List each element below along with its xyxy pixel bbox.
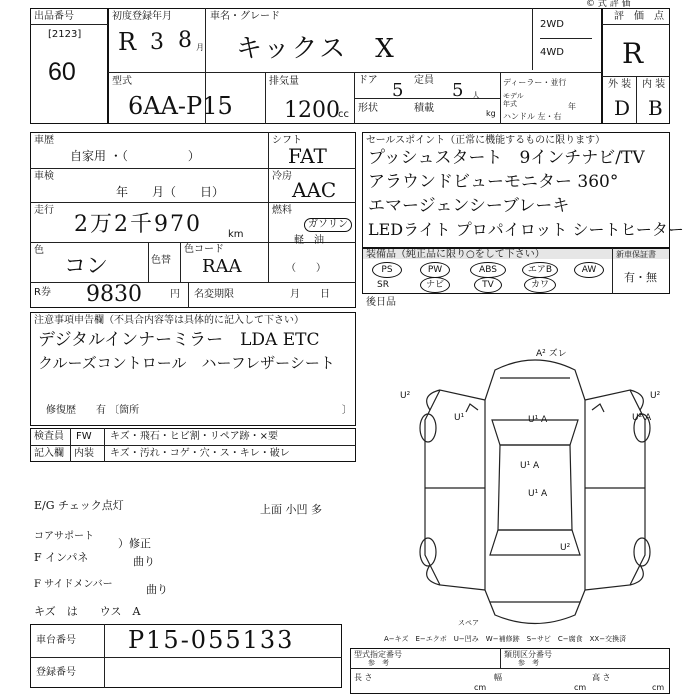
chassis-label: 車台番号 bbox=[36, 635, 76, 646]
diagram-mark: U¹ A bbox=[528, 489, 548, 499]
lot-code: [2123] bbox=[48, 29, 82, 40]
lot-number: 60 bbox=[48, 58, 76, 86]
diagram-mark: U² bbox=[560, 543, 571, 553]
name-grade-value: キックス X bbox=[236, 34, 396, 64]
inspector-label-2: 記入欄 bbox=[34, 448, 64, 459]
fuel-label: 燃料 bbox=[272, 205, 292, 216]
exterior-value: D bbox=[614, 96, 631, 120]
hw-note: キズ は ウス A bbox=[34, 605, 141, 618]
color-value: コン bbox=[64, 254, 109, 279]
capacity-label: 定員 bbox=[414, 75, 434, 86]
width-unit: cm bbox=[574, 683, 587, 692]
model-year-label: モデル 年式 bbox=[503, 92, 524, 108]
shape-label: 形状 bbox=[358, 103, 378, 114]
hw-note-side: 曲り bbox=[146, 583, 168, 596]
diagram-mark: U¹ A bbox=[520, 461, 540, 471]
first-reg-label: 初度登録年月 bbox=[112, 11, 172, 22]
loading-label: 積載 bbox=[414, 103, 434, 114]
warranty-value: 有・無 bbox=[624, 271, 657, 284]
hw-note-side: 上面 小凹 多 bbox=[260, 503, 322, 516]
recycle-label: R券 bbox=[34, 287, 51, 298]
inspector-row2: キズ・汚れ・コゲ・穴・ス・キレ・破レ bbox=[110, 448, 290, 459]
fuel-gasoline: ガソリン bbox=[304, 218, 352, 232]
hw-note: コアサポート bbox=[34, 531, 94, 542]
score-value: R bbox=[622, 37, 644, 70]
inspector-interior: 内装 bbox=[74, 448, 94, 459]
reg-month-unit: 月 bbox=[196, 43, 204, 52]
recycle-value: 9830 bbox=[86, 282, 142, 307]
diagram-mark: U¹ bbox=[454, 413, 465, 423]
sales-point-line: アラウンドビューモニター 360° bbox=[368, 172, 619, 192]
class-label: 類別区分番号 bbox=[504, 650, 552, 659]
notes-line: クルーズコントロール ハーフレザーシート bbox=[38, 354, 335, 372]
equip-tv: TV bbox=[474, 277, 502, 293]
reg-era: R bbox=[118, 28, 137, 56]
notes-line: デジタルインナーミラー LDA ETC bbox=[38, 330, 320, 350]
recycle-unit: 円 bbox=[170, 289, 180, 300]
paint-label: 色替 bbox=[151, 255, 171, 266]
auction-doc-label: 後日品 bbox=[366, 297, 396, 308]
sales-point-line: エマージェンシーブレーキ bbox=[368, 196, 570, 216]
header-top-right: © 式 評 価 bbox=[586, 0, 631, 9]
expiry-value: 月 日 bbox=[290, 289, 330, 300]
sales-point-line: プッシュスタート 9インチナビ/TV bbox=[368, 148, 645, 168]
displacement-label: 排気量 bbox=[269, 76, 299, 87]
diagram-mark: A² ズレ bbox=[536, 349, 567, 359]
fuel-diesel: 軽 油 bbox=[294, 235, 324, 246]
chassis-value: P15-055133 bbox=[128, 626, 295, 654]
drive-2wd: 2WD bbox=[540, 19, 564, 30]
reg-year: 3 bbox=[150, 30, 164, 55]
hw-note-side: ）修正 bbox=[118, 537, 151, 550]
height-label: 高 さ bbox=[592, 673, 611, 682]
spec-label: 型式指定番号 bbox=[354, 650, 402, 659]
mileage-label: 走行 bbox=[34, 205, 54, 216]
model-year-unit: 年 bbox=[568, 102, 576, 111]
equip-aw: AW bbox=[574, 262, 604, 278]
ac-label: 冷房 bbox=[272, 171, 292, 182]
inspection-value: 年 月（ 日） bbox=[116, 185, 225, 199]
handle-label: ハンドル 左・右 bbox=[503, 112, 562, 121]
displacement-value: 1200 bbox=[284, 98, 340, 123]
equip-pw: PW bbox=[420, 262, 450, 278]
spec-ref: 参 考 bbox=[368, 659, 389, 667]
diagram-mark: U² A bbox=[632, 413, 652, 423]
exterior-label: 外 装 bbox=[608, 79, 632, 90]
notes-header: 注意事項申告欄（不具合内容等は具体的に記入して下さい） bbox=[34, 315, 304, 326]
class-ref: 参 考 bbox=[518, 659, 539, 667]
hw-note: F インパネ bbox=[34, 551, 89, 564]
capacity-unit: 人 bbox=[472, 91, 480, 100]
width-label: 幅 bbox=[494, 673, 502, 682]
equip-sr: SR bbox=[377, 280, 389, 290]
name-grade-label: 車名・グレード bbox=[210, 11, 280, 22]
model-label: 型式 bbox=[112, 76, 132, 87]
inspector-label-1: 検査員 bbox=[34, 431, 64, 442]
mileage-unit: km bbox=[228, 229, 244, 240]
reg-month: 8 bbox=[178, 28, 192, 53]
warranty-label: 新車保証書 bbox=[616, 250, 656, 259]
interior-label: 内 装 bbox=[642, 79, 666, 90]
diagram-mark: スペア bbox=[458, 619, 479, 627]
loading-unit: kg bbox=[486, 109, 496, 118]
hw-note: E/G チェック点灯 bbox=[34, 499, 124, 512]
dealer-label: ディーラー・並行 bbox=[503, 78, 567, 87]
repair-label: 修復歴 有 〔箇所 bbox=[46, 405, 140, 416]
ac-value: AAC bbox=[292, 178, 337, 202]
lot-label: 出品番号 bbox=[34, 11, 74, 22]
shift-value: FAT bbox=[288, 144, 327, 168]
equip-airbag: エアB bbox=[522, 262, 558, 278]
model-value: 6AA-P15 bbox=[128, 92, 233, 120]
equip-ps: PS bbox=[372, 262, 402, 278]
length-unit: cm bbox=[474, 683, 487, 692]
inspection-label: 車検 bbox=[34, 171, 54, 182]
color-code-label: 色コード bbox=[184, 244, 224, 255]
interior-value: B bbox=[648, 96, 663, 120]
sales-point-line: LEDライト プロパイロット シートヒーター bbox=[368, 220, 684, 239]
repair-close: 〕 bbox=[342, 405, 352, 416]
inspector-row1: キズ・飛石・ヒビ割・リペア跡・×要 bbox=[110, 431, 278, 442]
drive-4wd: 4WD bbox=[540, 47, 564, 58]
color-code-value: RAA bbox=[202, 256, 242, 277]
mileage-value: 2万2千970 bbox=[74, 212, 202, 237]
score-label: 評 価 点 bbox=[614, 11, 664, 22]
equipment-header: 装備品（純正品に限り○をして下さい） bbox=[366, 249, 545, 260]
reg-number-label: 登録番号 bbox=[36, 667, 76, 678]
doors-label: ドア bbox=[358, 75, 378, 86]
diagram-mark: U² bbox=[650, 391, 661, 401]
diagram-mark: U¹ A bbox=[528, 415, 548, 425]
capacity-value: 5 bbox=[452, 80, 464, 101]
expiry-label: 名変期限 bbox=[194, 289, 234, 300]
equip-navi: ナビ bbox=[420, 277, 450, 293]
hw-note-side: 曲り bbox=[122, 555, 155, 568]
history-label: 車歴 bbox=[34, 135, 54, 146]
equip-leather: カワ bbox=[524, 277, 556, 293]
damage-legend: A−キズ E−エクボ U−凹み W−補修跡 S−サビ C−腐食 XX−交換済 bbox=[384, 635, 627, 643]
shift-label: シフト bbox=[272, 135, 302, 146]
diagram-mark: U² bbox=[400, 391, 411, 401]
equip-abs: ABS bbox=[470, 262, 506, 278]
fuel-paren: （ ） bbox=[286, 263, 326, 274]
displacement-unit: cc bbox=[338, 109, 349, 120]
color-label: 色 bbox=[34, 245, 44, 256]
inspector-fw: FW bbox=[76, 431, 92, 442]
length-label: 長 さ bbox=[354, 673, 373, 682]
height-unit: cm bbox=[652, 683, 665, 692]
sales-points-header: セールスポイント（正常に機能するものに限ります） bbox=[366, 135, 606, 146]
hw-note: F サイドメンバー bbox=[34, 579, 113, 590]
history-value: 自家用 ・（ ） bbox=[70, 149, 200, 163]
doors-value: 5 bbox=[392, 80, 404, 101]
